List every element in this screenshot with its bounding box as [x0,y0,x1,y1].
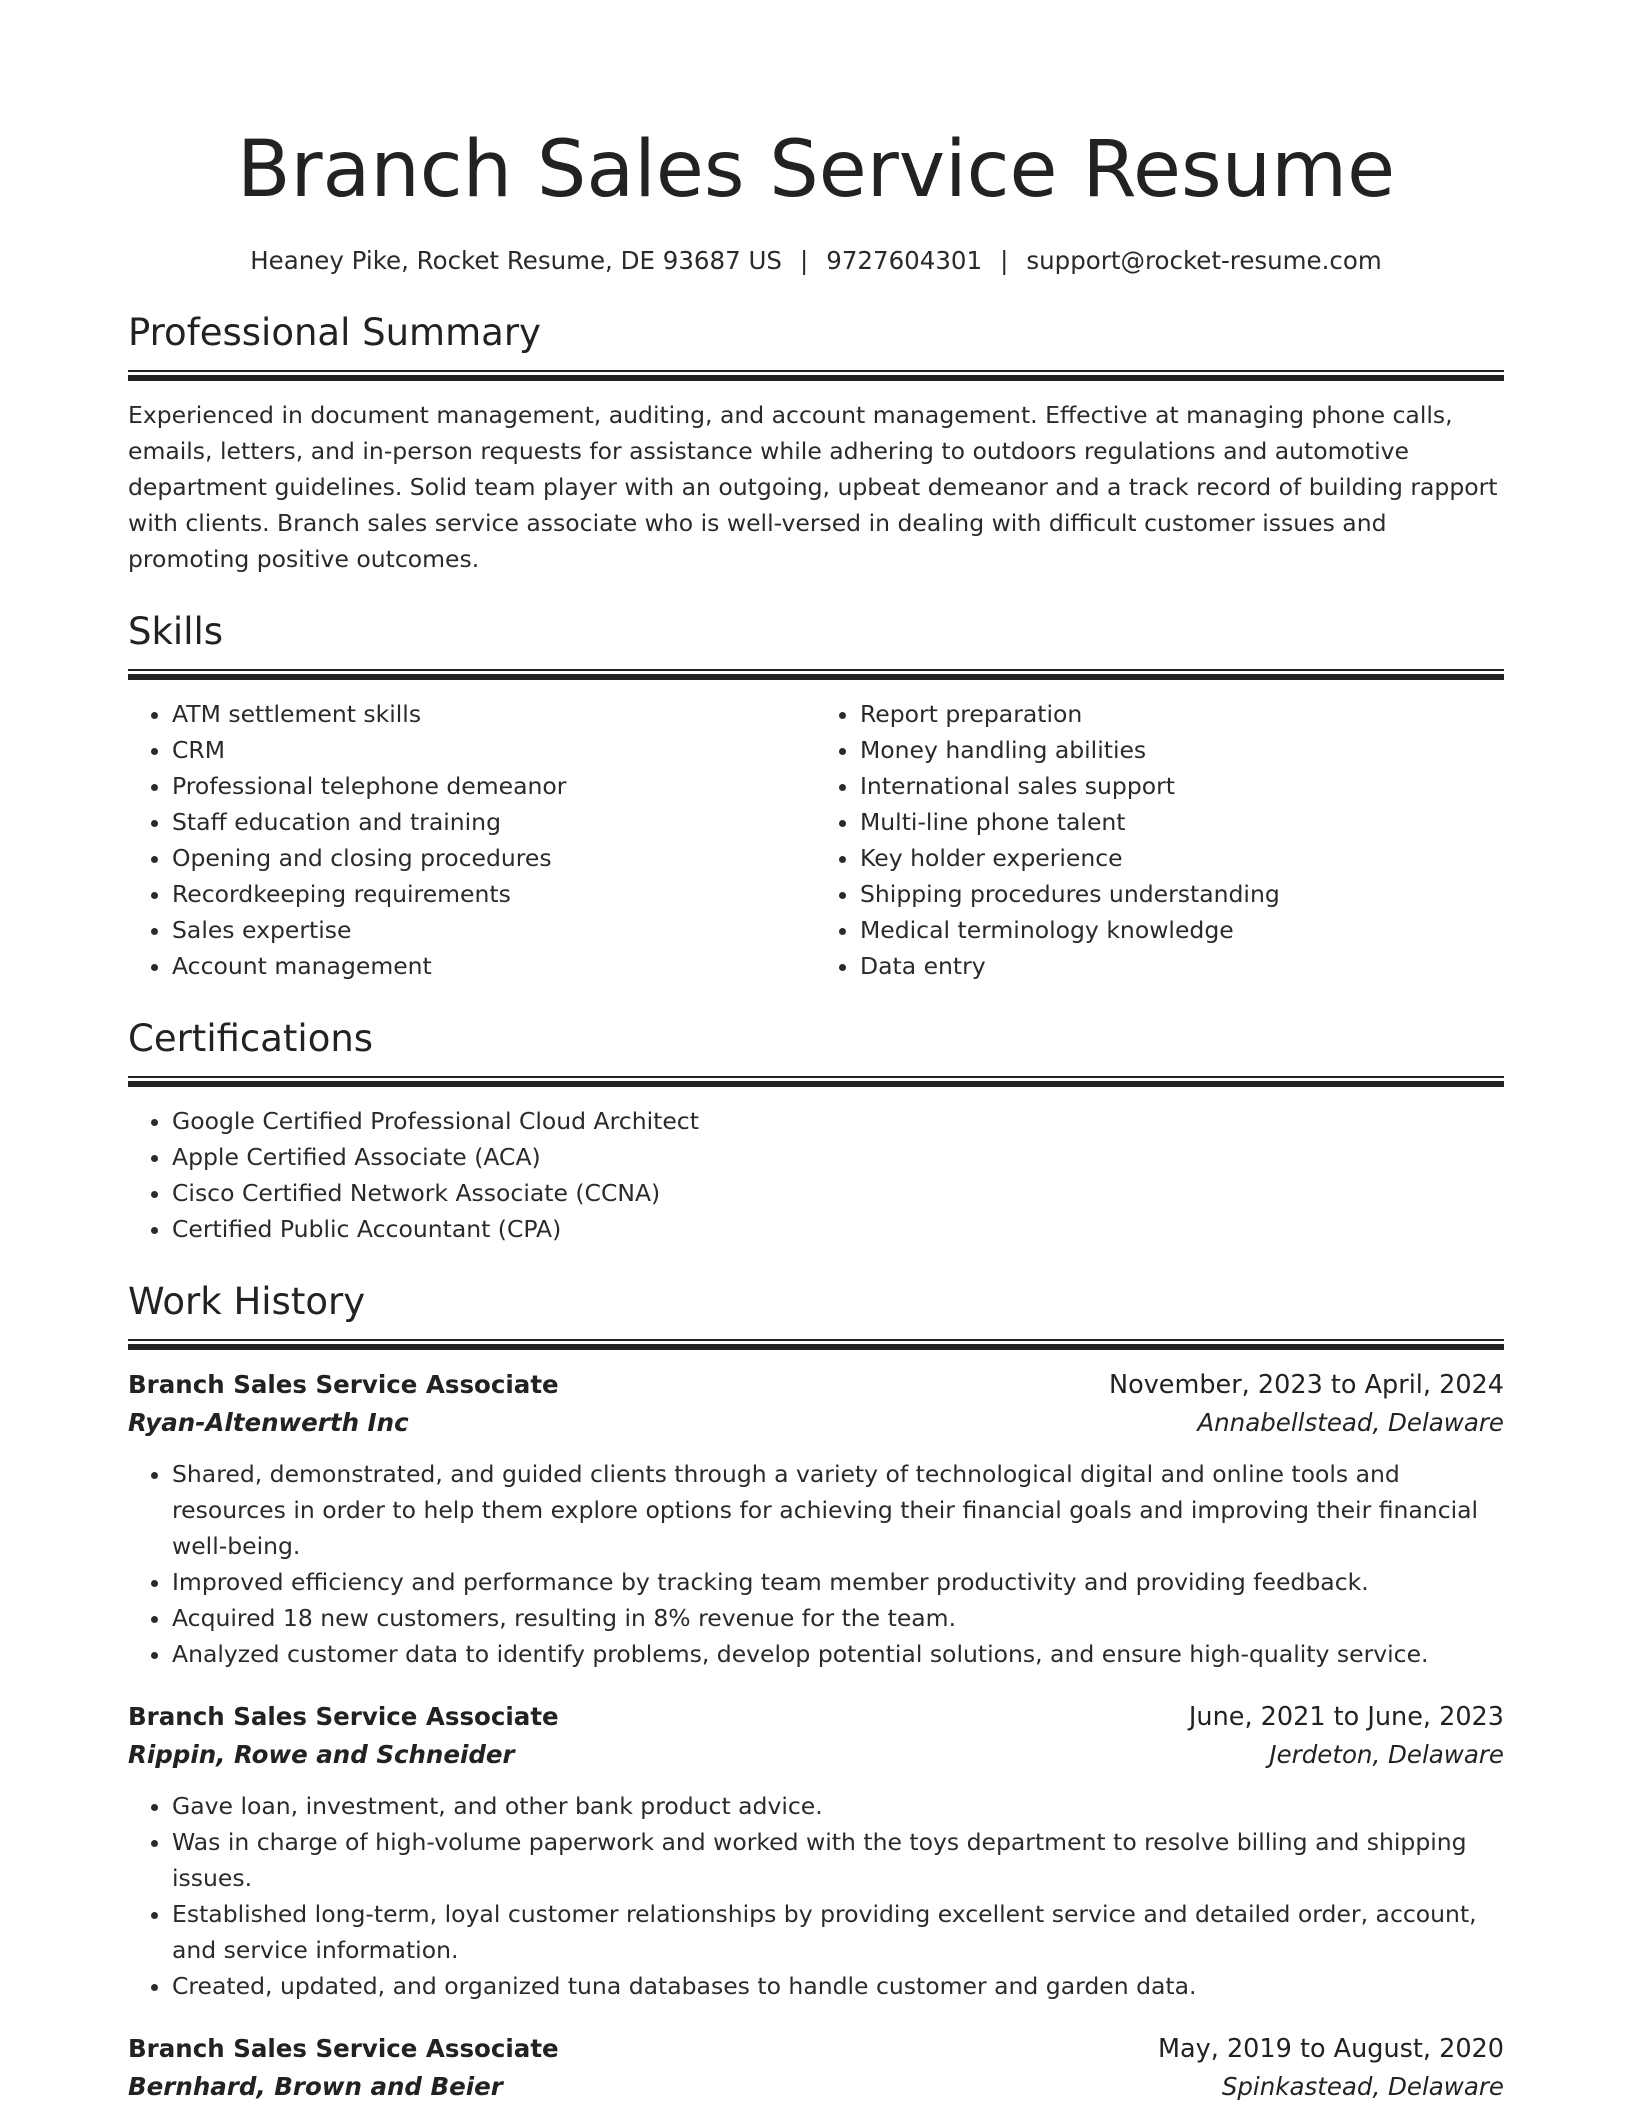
job-dates: May, 2019 to August, 2020 [1158,2034,1504,2064]
certification-item: • Certified Public Accountant (CPA) [172,1211,1504,1247]
job-subheader [128,1404,1504,1442]
resume-title: Branch Sales Service Resume [236,125,1396,215]
contact-line [128,244,1504,278]
job-bullet: • Shared, demonstrated, and guided clients through a variety of technological digital and online tools and resources in order to help them explore options for achieving their financial goals and improving their financial well-being. [172,1456,1504,1564]
skill-item: • Key holder experience [860,840,1504,876]
skill-item: • Shipping procedures understanding [860,876,1504,912]
work-history-section [128,1277,1504,2106]
job-bullet: • Acquired 18 new customers, resulting in 8% revenue for the team. [172,1600,1504,1636]
job-bullet: • Created, updated, and organized tuna databases to handle customer and garden data. [172,1968,1504,2004]
job-bullets [128,1456,1504,1672]
summary-text: Experienced in document management, auditing, and account management. Effective at managing phone calls, emails, letters, and in-person requests for assistance while adhering to outdoors regulations and automotive department guidelines. Solid team player with an outgoing, upbeat demeanor and a track record of building rapport with clients. Branch sales service associate who is well-versed in dealing with difficult customer issues and promoting positive outcomes. [128,401,1498,573]
skill-item: • Money handling abilities [860,732,1504,768]
job-company: Ryan-Altenwerth Inc [128,1408,409,1437]
job-location: Annabellstead, Delaware [1197,1408,1504,1437]
job-bullet: • Was in charge of high-volume paperwork and worked with the toys department to resolve billing and shipping issues. [172,1824,1504,1896]
section-divider [128,370,1504,381]
skill-item: • Opening and closing procedures [172,840,816,876]
job-dates: November, 2023 to April, 2024 [1109,1370,1504,1400]
job-location: Spinkastead, Delaware [1221,2072,1504,2101]
skill-item: • Recordkeeping requirements [172,876,816,912]
skills-grid [128,696,1504,984]
skill-item: • Medical terminology knowledge [860,912,1504,948]
job-header [128,1366,1504,1404]
job-location: Jerdeton, Delaware [1269,1740,1504,1769]
skill-item: • Data entry [860,948,1504,984]
contact-separator: | [799,246,809,275]
skills-section [128,607,1504,984]
certification-item: • Apple Certified Associate (ACA) [172,1139,1504,1175]
job-bullet: • Established long-term, loyal customer relationships by providing excellent service and detailed order, account, and service information. [172,1896,1504,1968]
skill-item: • Professional telephone demeanor [172,768,816,804]
job-bullet: • Improved efficiency and performance by tracking team member productivity and providing feedback. [172,1564,1504,1600]
job-subheader [128,1736,1504,1774]
job-company: Rippin, Rowe and Schneider [128,1740,515,1769]
skills-list-left [128,696,816,984]
job-bullets [128,1788,1504,2004]
skills-list-right [816,696,1504,984]
section-divider [128,1339,1504,1350]
job-entry [128,1366,1504,1672]
job-title: Branch Sales Service Associate [128,1370,559,1399]
skill-item: • CRM [172,732,816,768]
certifications-section [128,1014,1504,1247]
certifications-heading: Certifications [128,1017,374,1060]
certifications-list [128,1103,1504,1247]
job-company: Bernhard, Brown and Beier [128,2072,503,2101]
summary-section [128,308,1504,577]
skills-heading: Skills [128,610,224,653]
job-title: Branch Sales Service Associate [128,1702,559,1731]
job-title: Branch Sales Service Associate [128,2034,559,2063]
section-divider [128,1076,1504,1087]
skill-item: • Account management [172,948,816,984]
job-header [128,2030,1504,2068]
skill-item: • Staff education and training [172,804,816,840]
contact-phone: 9727604301 [826,246,983,275]
job-dates: June, 2021 to June, 2023 [1188,1702,1504,1732]
skill-item: • Report preparation [860,696,1504,732]
skill-item: • International sales support [860,768,1504,804]
job-entry [128,1698,1504,2004]
skill-item: • Sales expertise [172,912,816,948]
contact-address: Heaney Pike, Rocket Resume, DE 93687 US [250,246,782,275]
job-bullet: • Analyzed customer data to identify problems, develop potential solutions, and ensure high-quality service. [172,1636,1504,1672]
job-entry [128,2030,1504,2106]
skill-item: • Multi-line phone talent [860,804,1504,840]
certification-item: • Cisco Certified Network Associate (CCNA) [172,1175,1504,1211]
job-header [128,1698,1504,1736]
certification-item: • Google Certified Professional Cloud Architect [172,1103,1504,1139]
section-divider [128,669,1504,680]
contact-separator: | [1000,246,1009,275]
job-subheader [128,2068,1504,2106]
skill-item: • ATM settlement skills [172,696,816,732]
job-bullet: • Gave loan, investment, and other bank product advice. [172,1788,1504,1824]
work-history-heading: Work History [128,1280,366,1323]
contact-email: support@rocket-resume.com [1026,246,1382,275]
summary-heading: Professional Summary [128,311,541,354]
